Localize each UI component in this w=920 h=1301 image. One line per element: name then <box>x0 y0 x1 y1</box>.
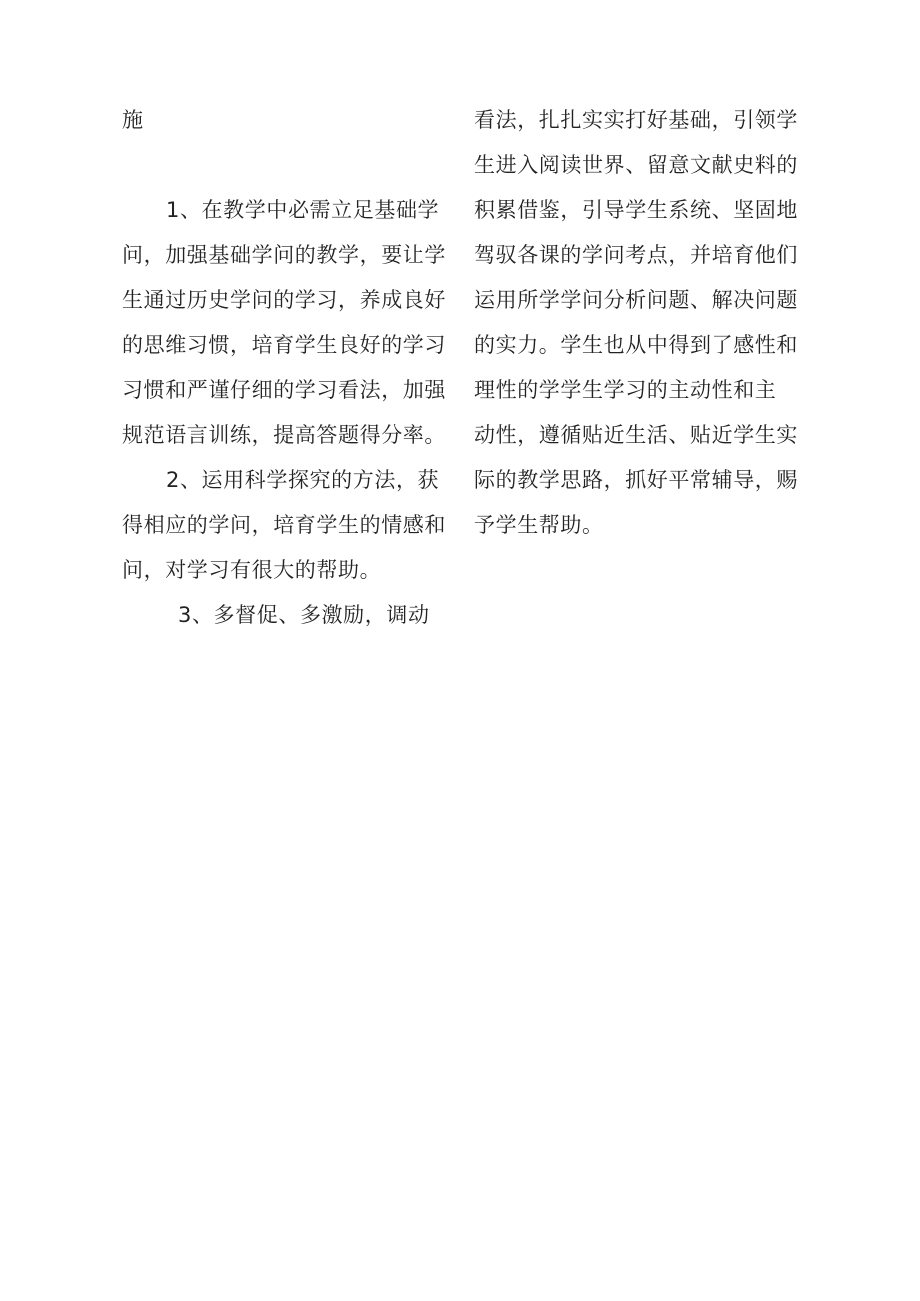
paragraph-2 <box>122 458 452 593</box>
text-line: 的思维习惯，培育学生良好的学习 <box>122 333 446 357</box>
heading-fragment: 施 <box>122 108 144 132</box>
text-line: 理性的学学生学习的主动性和主 <box>474 378 777 402</box>
paragraph-gap <box>122 143 452 188</box>
text-line: 2、运用科学探究的方法，获 <box>166 468 440 492</box>
text-line: 规范语言训练，提高答题得分率。 <box>122 423 446 447</box>
text-line: 积累借鉴，引导学生系统、坚固地 <box>474 198 798 222</box>
text-line: 驾驭各课的学问考点，并培育他们 <box>474 243 798 267</box>
text-line: 动性，遵循贴近生活、贴近学生实 <box>474 423 798 447</box>
text-line: 运用所学学问分析问题、解决问题 <box>474 288 798 312</box>
text-line: 予学生帮助。 <box>474 513 604 537</box>
text-line: 际的教学思路，抓好平常辅导，赐 <box>474 468 798 492</box>
text-line: 的实力。学生也从中得到了感性和 <box>474 333 798 357</box>
text-line: 生通过历史学问的学习，养成良好 <box>122 288 446 312</box>
text-line: 3、多督促、多激励，调动 <box>178 603 430 627</box>
text-line: 生进入阅读世界、留意文献史料的 <box>474 153 798 177</box>
text-line: 得相应的学问，培育学生的情感和 <box>122 513 446 537</box>
paragraph-3 <box>122 593 452 638</box>
right-column <box>474 98 814 548</box>
left-column <box>122 98 452 638</box>
paragraph-1 <box>122 188 452 458</box>
text-line: 1、在教学中必需立足基础学 <box>166 198 440 222</box>
text-line: 问，加强基础学问的教学，要让学 <box>122 243 446 267</box>
text-line: 看法，扎扎实实打好基础，引领学 <box>474 108 798 132</box>
text-line: 问，对学习有很大的帮助。 <box>122 558 382 582</box>
text-line: 习惯和严谨仔细的学习看法，加强 <box>122 378 446 402</box>
